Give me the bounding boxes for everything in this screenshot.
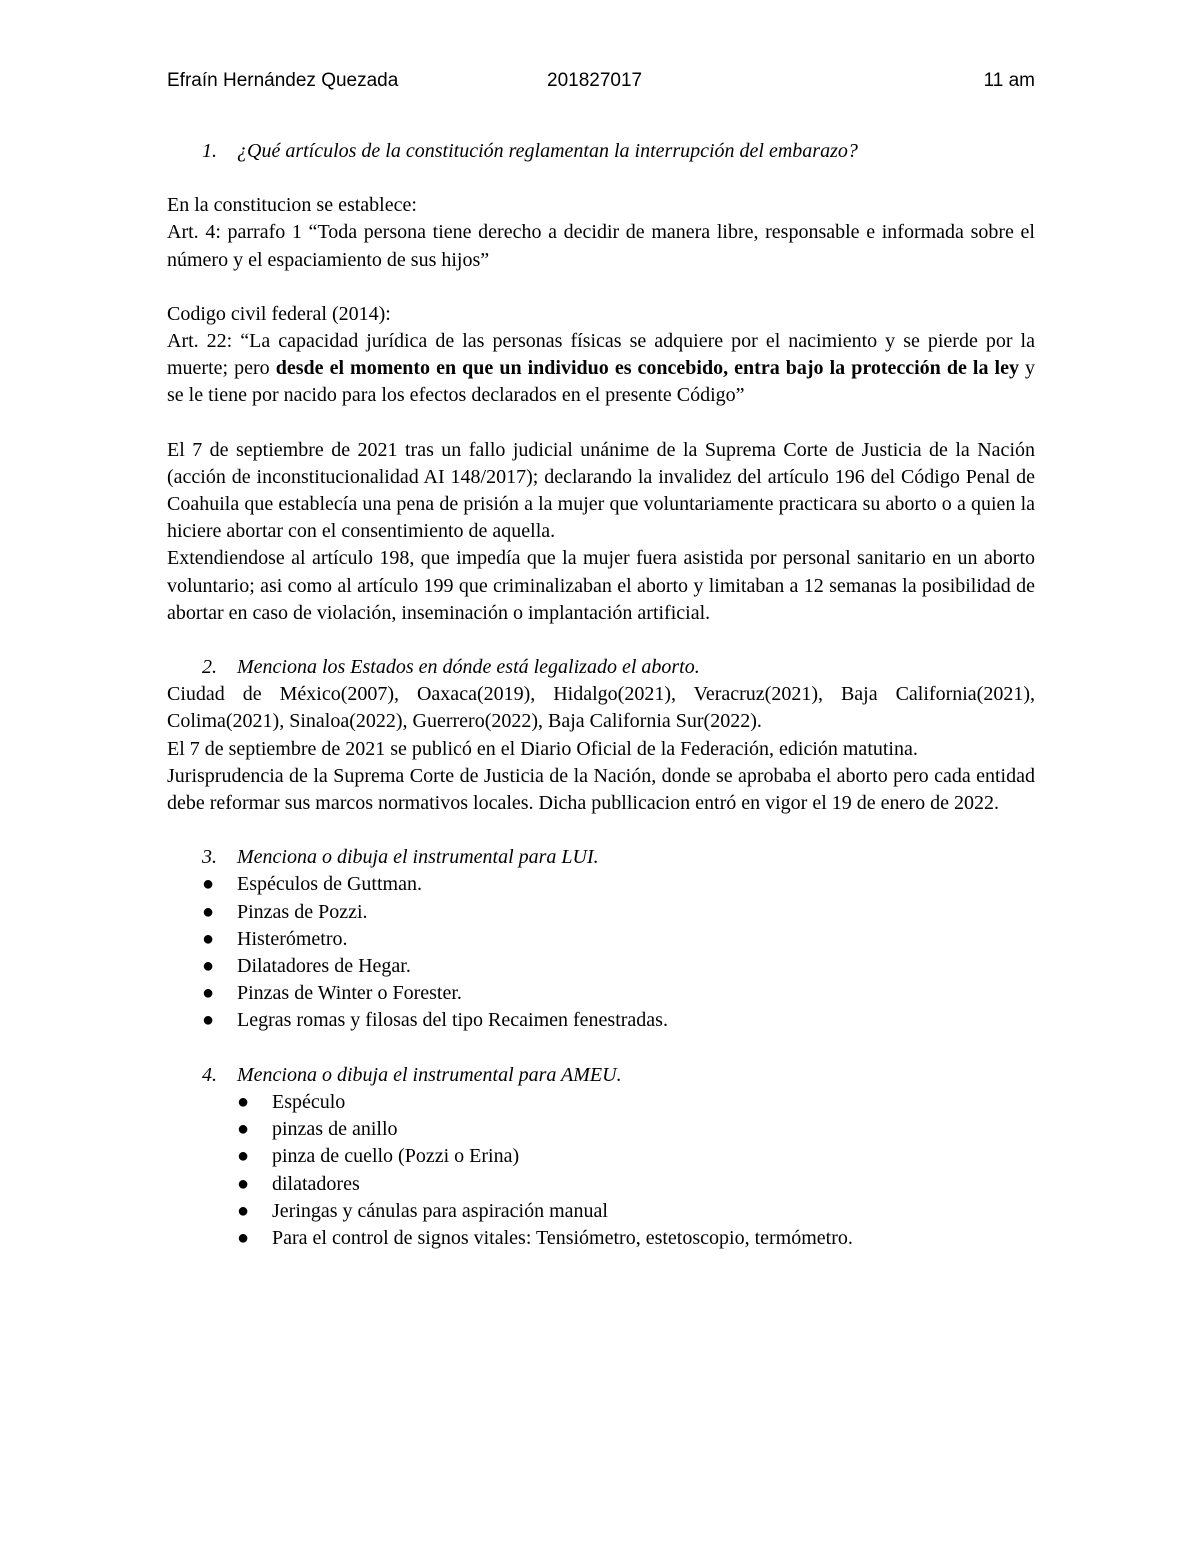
bullet-icon: ● xyxy=(237,1145,250,1168)
bullet-icon: ● xyxy=(202,927,215,950)
list-item: ● pinza de cuello (Pozzi o Erina) xyxy=(167,1143,1035,1170)
question-number: 3. xyxy=(202,846,217,869)
document-body xyxy=(167,138,1035,1252)
bullet-icon: ● xyxy=(202,982,215,1005)
list-item: ● Legras romas y filosas del tipo Recaimen fenestradas. xyxy=(167,1007,1035,1034)
bullet-icon: ● xyxy=(202,873,215,896)
bullet-icon: ● xyxy=(237,1226,250,1249)
question-text: Menciona o dibuja el instrumental para LUI. xyxy=(237,846,599,869)
article-22-emphasis: desde el momento en que un individuo es concebido, entra bajo la protección de la ley xyxy=(275,357,1019,380)
bullet-icon: ● xyxy=(202,1009,215,1032)
civil-code-title: Codigo civil federal (2014): xyxy=(167,302,391,325)
ameu-instrument-list xyxy=(167,1089,1035,1252)
list-item: ● Para el control de signos vitales: Tensiómetro, estetoscopio, termómetro. xyxy=(167,1225,1035,1252)
student-id: 201827017 xyxy=(547,70,643,91)
bullet-icon: ● xyxy=(237,1090,250,1113)
list-item: ● pinzas de anillo xyxy=(167,1116,1035,1143)
page-header xyxy=(167,70,1035,100)
question-text: Menciona los Estados en dónde está legalizado el aborto. xyxy=(237,656,700,679)
student-name: Efraín Hernández Quezada xyxy=(167,70,399,91)
question-number: 1. xyxy=(202,140,217,162)
constitution-intro: En la constitucion se establece: xyxy=(167,194,417,217)
bullet-icon: ● xyxy=(202,900,215,923)
states-paragraph: Ciudad de México(2007), Oaxaca(2019), Hidalgo(2021), Veracruz(2021), Baja California(2021), Colima(2021), Sinaloa(2022), Guerrero(2022), Baja California Sur(2022). xyxy=(167,683,1035,733)
class-time: 11 am xyxy=(983,70,1035,91)
ruling-paragraph: El 7 de septiembre de 2021 tras un fallo judicial unánime de la Suprema Corte de Justicia de la Nación (acción de inconstitucionalidad AI 148/2017); declarando la invalidez del artículo 196 del Código Penal de Coahuila que establecía una pena de prisión a la mujer que voluntariamente practicara su aborto o a quien la hiciere abortar con el consentimiento de aquella. xyxy=(167,438,1035,543)
jurisprudence-paragraph: Jurisprudencia de la Suprema Corte de Justicia de la Nación, donde se aprobaba el aborto pero cada entidad debe reformar sus marcos normativos locales. Dicha publlicacion entró en vigor el 19 de enero de 2022. xyxy=(167,764,1035,815)
question-1 xyxy=(167,138,1035,165)
bullet-icon: ● xyxy=(237,1172,250,1195)
question-number: 4. xyxy=(202,1063,217,1086)
list-item: ● dilatadores xyxy=(167,1171,1035,1198)
list-item: ● Espéculos de Guttman. xyxy=(167,871,1035,898)
bullet-icon: ● xyxy=(237,1199,250,1222)
list-item: ● Histerómetro. xyxy=(167,926,1035,953)
bullet-icon: ● xyxy=(202,955,215,978)
list-item: ● Pinzas de Pozzi. xyxy=(167,899,1035,926)
question-2 xyxy=(167,654,1035,681)
publication-paragraph: El 7 de septiembre de 2021 se publicó en el Diario Oficial de la Federación, edición matutina. xyxy=(167,737,918,760)
question-number: 2. xyxy=(202,656,217,679)
list-item: ● Dilatadores de Hegar. xyxy=(167,953,1035,980)
article-4-paragraph: Art. 4: parrafo 1 “Toda persona tiene derecho a decidir de manera libre, responsable e informada sobre el número y el espaciamiento de sus hijos” xyxy=(167,221,1035,271)
article-22-paragraph: Art. 22: “La capacidad jurídica de las personas físicas se adquiere por el nacimiento y se pierde por la muerte; pero desde el momento en que un individuo es concebido, entra bajo la protección de la ley y se le tiene por nacido para los efectos declarados en el presente Código” xyxy=(167,330,1036,407)
question-text: Menciona o dibuja el instrumental para AMEU. xyxy=(237,1063,622,1086)
bullet-icon: ● xyxy=(237,1118,250,1141)
question-4 xyxy=(167,1062,1035,1089)
lui-instrument-list xyxy=(167,871,1035,1034)
list-item: ● Jeringas y cánulas para aspiración manual xyxy=(167,1198,1035,1225)
list-item: ● Espéculo xyxy=(167,1089,1035,1116)
list-item: ● Pinzas de Winter o Forester. xyxy=(167,980,1035,1007)
question-text: ¿Qué artículos de la constitución reglamentan la interrupción del embarazo? xyxy=(237,140,858,162)
question-3 xyxy=(167,844,1035,871)
extension-paragraph: Extendiendose al artículo 198, que impedía que la mujer fuera asistida por personal sanitario en un aborto voluntario; asi como al artículo 199 que criminalizaban el aborto y limitaban a 12 semanas la posibilidad de abortar en caso de violación, inseminación o implantación artificial. xyxy=(167,547,1035,624)
